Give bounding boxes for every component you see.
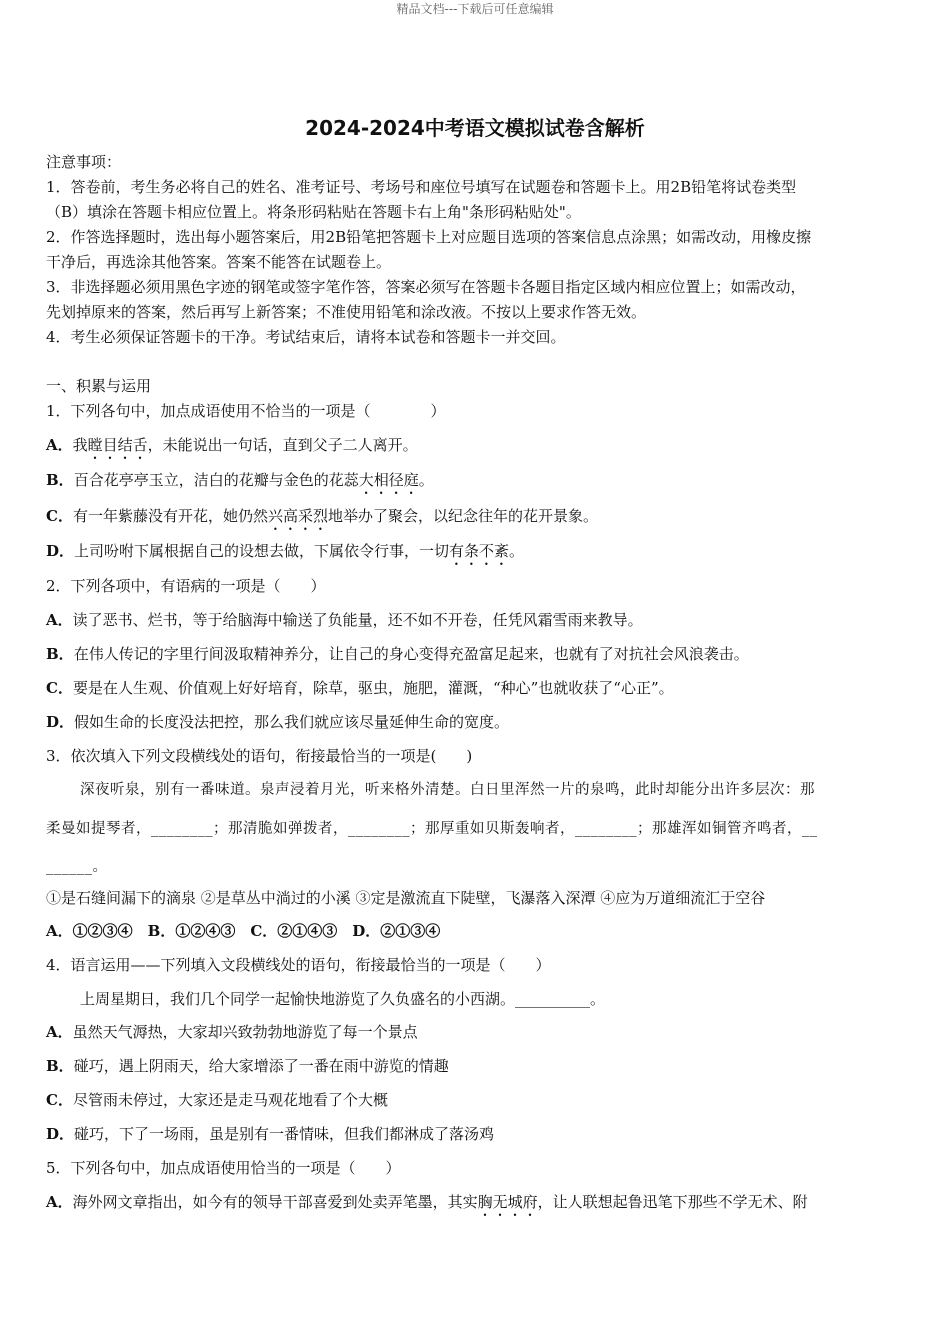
option-text: 海外网文章指出，如今有的领导干部喜爱到处卖弄笔墨，其实 bbox=[72, 1193, 478, 1211]
option-label: A． bbox=[46, 1193, 73, 1211]
option-text: 我 bbox=[72, 436, 88, 454]
option-text: 百合花亭亭玉立，洁白的花瓣与金色的花蕊 bbox=[73, 471, 359, 489]
option-text: 在伟人传记的字里行间汲取精神养分，让自己的身心变得充盈富足起来，也就有了对抗社会风浪袭击。 bbox=[73, 645, 749, 663]
q1-stem: 1．下列各句中，加点成语使用不恰当的一项是（ ） bbox=[46, 402, 446, 420]
q3-answer-choices: A．①②③④ B．①②④③ C．②①④③ D．②①③④ bbox=[46, 922, 441, 940]
q4-option-a bbox=[46, 1022, 910, 1042]
option-label: D． bbox=[46, 542, 75, 560]
notice-item-2a: 2．作答选择题时，选出每小题答案后，用2B铅笔把答题卡上对应题目选项的答案信息点涂黑；如需改动，用橡皮擦 bbox=[46, 228, 812, 246]
option-label: D． bbox=[46, 713, 75, 731]
option-text: 。 bbox=[418, 471, 434, 489]
option-text: 碰巧，下了一场雨，虽是别有一番情味，但我们都淋成了落汤鸡 bbox=[74, 1125, 495, 1143]
q3-passage-line-3: ______。 bbox=[46, 859, 108, 875]
document-title: 2024-2024中考语文模拟试卷含解析 bbox=[305, 116, 645, 140]
q1-option-a bbox=[46, 435, 910, 463]
q4-stem: 4．语言运用——下列填入文段横线处的语句，衔接最恰当的一项是（ ） bbox=[46, 956, 551, 974]
q4-option-c bbox=[46, 1090, 910, 1110]
q2-option-a bbox=[46, 610, 910, 630]
notice-item-3b: 先划掉原来的答案，然后再写上新答案；不准使用铅笔和涂改液。不按以上要求作答无效。 bbox=[46, 303, 647, 321]
dotted-idiom: 兴高采烈 bbox=[267, 507, 328, 525]
q3-passage-line-1: 深夜听泉，别有一番味道。泉声浸着月光，听来格外清楚。白日里浑然一片的泉鸣，此时却能分出许多层次：那 bbox=[80, 782, 815, 798]
option-label: B． bbox=[46, 645, 74, 663]
option-label: A． bbox=[46, 611, 73, 629]
q2-option-d bbox=[46, 712, 910, 732]
option-label: C． bbox=[46, 507, 73, 525]
option-text: 读了恶书、烂书，等于给脑海中输送了负能量，还不如不开卷，任凭风霜雪雨来教导。 bbox=[72, 611, 643, 629]
q3-sentence-options: ①是石缝间漏下的滴泉 ②是草丛中淌过的小溪 ③定是激流直下陡壁，飞瀑落入深潭 ④应为万道细流汇于空谷 bbox=[46, 889, 766, 907]
q5-option-a bbox=[46, 1192, 910, 1220]
q4-option-b bbox=[46, 1056, 910, 1076]
notice-item-1a: 1．答卷前，考生务必将自己的姓名、准考证号、考场号和座位号填写在试题卷和答题卡上。用2B铅笔将试卷类型 bbox=[46, 178, 797, 196]
option-text: 要是在人生观、价值观上好好培育，除草，驱虫，施肥，灌溉，“种心”也就收获了“心正”。 bbox=[72, 679, 674, 697]
q4-passage: 上周星期日，我们几个同学一起愉快地游览了久负盛名的小西湖。__________。 bbox=[80, 990, 606, 1008]
notice-item-1b: （B）填涂在答题卡相应位置上。将条形码粘贴在答题卡右上角"条形码粘贴处"。 bbox=[46, 203, 581, 221]
q4-option-d bbox=[46, 1124, 910, 1144]
dotted-idiom: 大相径庭 bbox=[358, 471, 419, 489]
notice-item-4: 4．考生必须保证答题卡的干净。考试结束后，请将本试卷和答题卡一并交回。 bbox=[46, 328, 566, 346]
q1-option-d bbox=[46, 541, 910, 569]
option-text: 虽然天气溽热，大家却兴致勃勃地游览了每一个景点 bbox=[72, 1023, 418, 1041]
notice-item-2b: 干净后，再选涂其他答案。答案不能答在试题卷上。 bbox=[46, 253, 392, 271]
q1-option-c bbox=[46, 506, 910, 534]
option-text: 地举办了聚会，以纪念往年的花开景象。 bbox=[327, 507, 598, 525]
page-header-watermark: 精品文档---下载后可任意编辑 bbox=[396, 2, 554, 16]
option-text: ，让人联想起鲁迅笔下那些不学无术、附 bbox=[537, 1193, 808, 1211]
q3-passage-line-2: 柔曼如提琴者，________；那清脆如弹拨者，________；那厚重如贝斯轰响者，________；那雄浑如铜管齐鸣者，__ bbox=[46, 821, 818, 837]
option-text: 有一年紫藤没有开花，她仍然 bbox=[72, 507, 268, 525]
option-label: D． bbox=[46, 1125, 75, 1143]
option-text: 上司吩咐下属根据自己的设想去做，下属依令行事，一切 bbox=[74, 542, 450, 560]
notice-item-3a: 3．非选择题必须用黑色字迹的钢笔或签字笔作答，答案必须写在答题卡各题目指定区域内相应位置上；如需改动， bbox=[46, 278, 806, 296]
option-text: ，未能说出一句话，直到父子二人离开。 bbox=[147, 436, 418, 454]
option-label: B． bbox=[46, 471, 74, 489]
option-label: A． bbox=[46, 436, 73, 454]
notice-heading: 注意事项： bbox=[46, 153, 122, 171]
section-heading: 一、积累与运用 bbox=[46, 377, 152, 395]
q2-stem: 2．下列各项中，有语病的一项是（ ） bbox=[46, 577, 326, 595]
option-label: C． bbox=[46, 1091, 73, 1109]
option-text: 碰巧，遇上阴雨天，给大家增添了一番在雨中游览的情趣 bbox=[73, 1057, 449, 1075]
option-label: C． bbox=[46, 679, 73, 697]
dotted-idiom: 有条不紊 bbox=[449, 542, 510, 560]
q2-option-c bbox=[46, 678, 910, 698]
option-label: A． bbox=[46, 1023, 73, 1041]
option-text: 。 bbox=[509, 542, 525, 560]
dotted-idiom: 胸无城府 bbox=[477, 1193, 538, 1211]
q1-option-b bbox=[46, 470, 910, 498]
q2-option-b bbox=[46, 644, 910, 664]
q5-stem: 5．下列各句中，加点成语使用恰当的一项是（ ） bbox=[46, 1159, 401, 1177]
option-text: 假如生命的长度没法把控，那么我们就应该尽量延伸生命的宽度。 bbox=[74, 713, 510, 731]
option-label: B． bbox=[46, 1057, 74, 1075]
q3-stem: 3．依次填入下列文段横线处的语句，衔接最恰当的一项是( ) bbox=[46, 747, 473, 765]
dotted-idiom: 瞠目结舌 bbox=[87, 436, 148, 454]
option-text: 尽管雨未停过，大家还是走马观花地看了个大概 bbox=[72, 1091, 388, 1109]
